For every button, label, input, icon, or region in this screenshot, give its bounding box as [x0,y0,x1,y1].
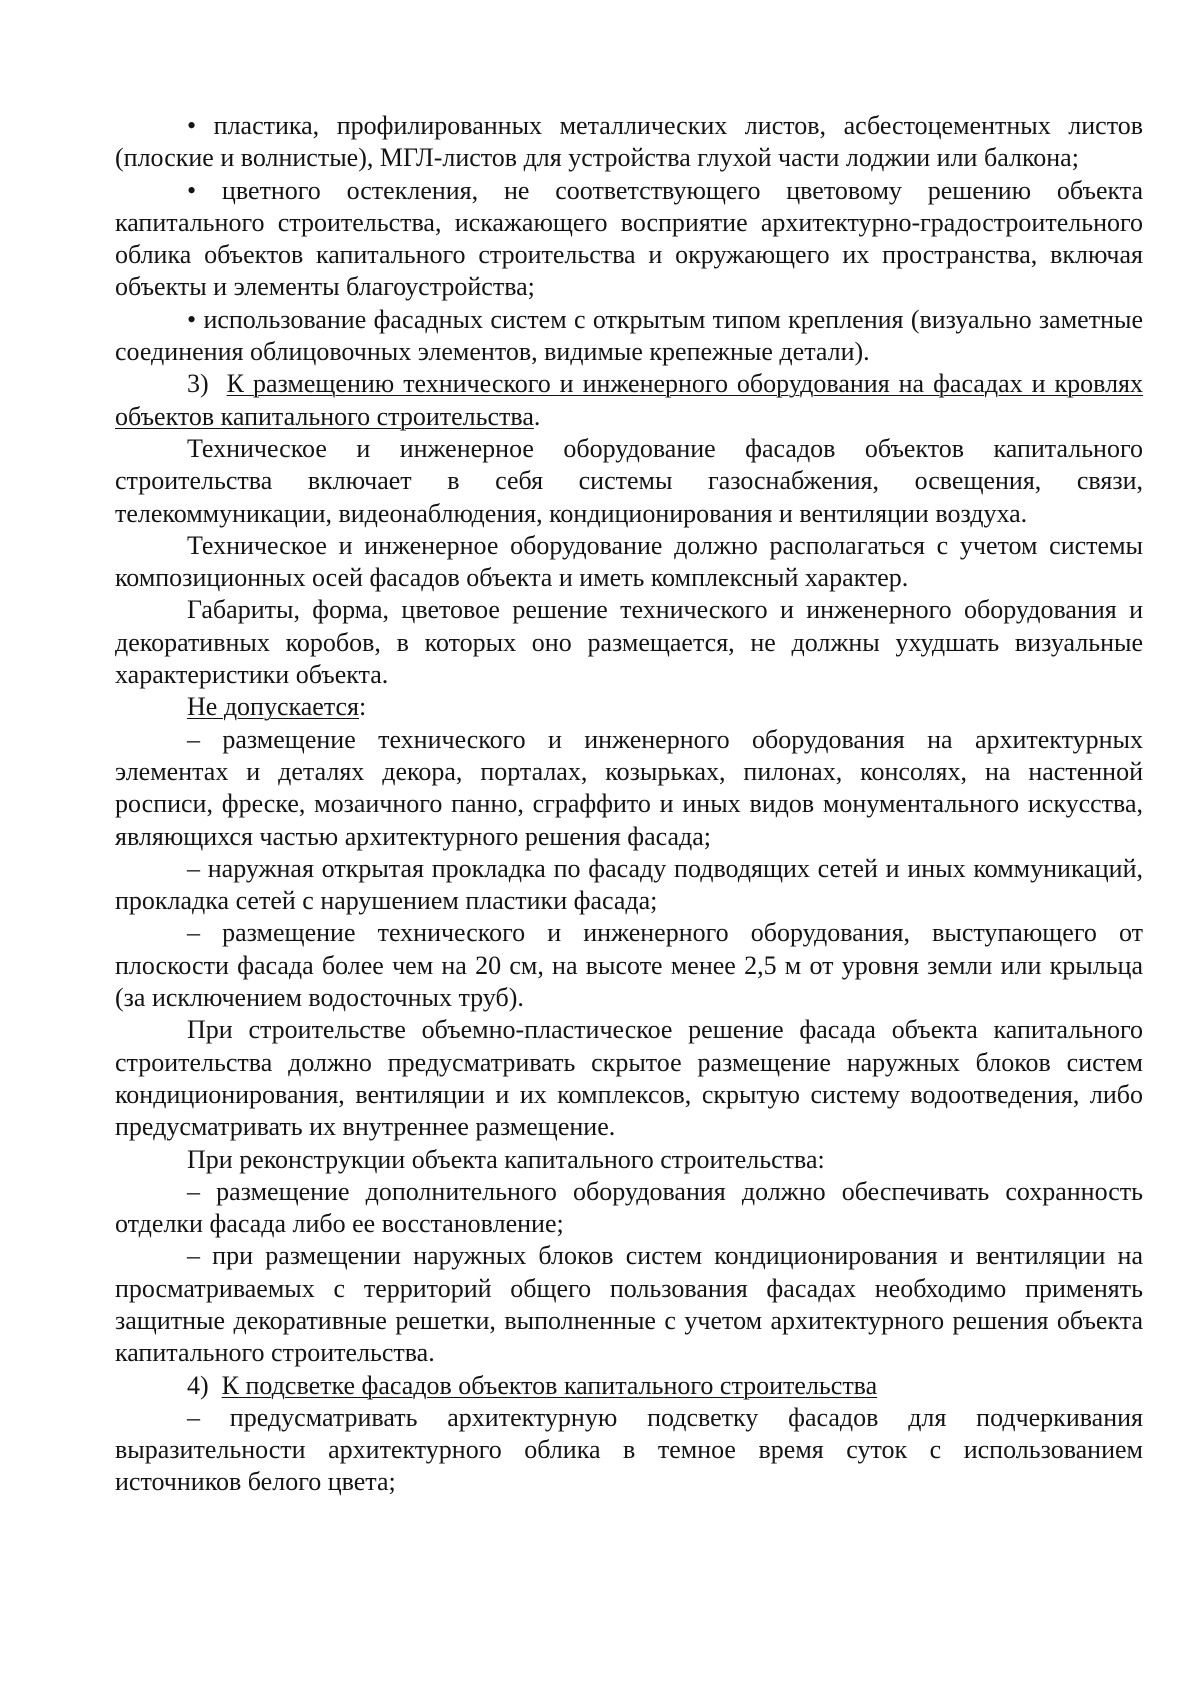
paragraph-equipment-includes: Техническое и инженерное оборудование фасадов объектов капитального строительства включает в себя системы газоснабжения, освещения, связи, телекоммуникации, видеонаблюдения, кондиционирования и вентиляции воздуха. [115,433,1143,528]
section-3-heading [115,368,1143,433]
not-allowed-colon: : [359,692,367,722]
paragraph-dash-facade-lighting: – предусматривать архитектурную подсветку фасадов для подчеркивания выразительности архитектурного облика в темное время суток с использованием источников белого цвета; [115,1402,1143,1497]
paragraph-dash-protective-grilles: – при размещении наружных блоков систем кондиционирования и вентиляции на просматриваемых с территорий общего пользования фасадах необходимо применять защитные декоративные решетки, выполненные с учетом архитектурного решения объекта капитального строительства. [115,1241,1143,1368]
section-4-heading [115,1370,1143,1402]
not-allowed-heading [115,691,1143,723]
paragraph-construction-hidden-placement: При строительстве объемно-пластическое решение фасада объекта капитального строительства должно предусматривать скрытое размещение наружных блоков систем кондиционирования, вентиляции и их комплексов, скрытую систему водоотведения, либо предусматривать их внутреннее размещение. [115,1015,1143,1142]
paragraph-bullet-colored-glazing: • цветного остекления, не соответствующего цветовому решению объекта капитального строительства, искажающего восприятие архитектурно-градостроительного облика объектов капитального строительства и окружающего их пространства, включая объекты и элементы благоустройства; [115,175,1143,302]
not-allowed-label: Не допускается [187,692,359,722]
paragraph-equipment-dimensions: Габариты, форма, цветовое решение технического и инженерного оборудования и декоративных коробов, в которых оно размещается, не должны ухудшать визуальные характеристики объекта. [115,595,1143,690]
paragraph-dash-open-wiring: – наружная открытая прокладка по фасаду подводящих сетей и иных коммуникаций, прокладка сетей с нарушением пластики фасада; [115,853,1143,916]
section-4-number: 4) [187,1370,209,1400]
paragraph-dash-decor-placement: – размещение технического и инженерного оборудования на архитектурных элементах и деталях декора, порталах, козырьках, пилонах, консолях, на настенной росписи, фреске, мозаичного панно, сграффито и иных видов монументального искусства, являющихся частью архитектурного решения фасада; [115,724,1143,851]
section-3-title: К размещению технического и инженерного оборудования на фасадах и кровлях объектов капитального строительства [115,369,1144,431]
section-4-title: К подсветке фасадов объектов капитального строительства [221,1370,878,1400]
section-3-title-end: . [533,401,541,431]
paragraph-bullet-plastic: • пластика, профилированных металлических листов, асбестоцементных листов (плоские и волнистые), МГЛ-листов для устройства глухой части лоджии или балкона; [115,111,1143,173]
document-body [115,110,1143,1499]
paragraph-reconstruction-intro: При реконструкции объекта капитального строительства: [187,1144,825,1174]
section-3-number: 3) [187,369,209,399]
paragraph-dash-additional-equipment: – размещение дополнительного оборудования должно обеспечивать сохранность отделки фасада либо ее восстановление; [115,1176,1143,1239]
paragraph-equipment-placement: Техническое и инженерное оборудование должно располагаться с учетом системы композиционных осей фасадов объекта и иметь комплексный характер. [115,530,1143,593]
paragraph-dash-protruding-equipment: – размещение технического и инженерного оборудования, выступающего от плоскости фасада более чем на 20 см, на высоте менее 2,5 м от уровня земли или крыльца (за исключением водосточных труб). [115,918,1143,1013]
paragraph-bullet-facade-systems: • использование фасадных систем с открытым типом крепления (визуально заметные соединения облицовочных элементов, видимые крепежные детали). [115,304,1143,367]
